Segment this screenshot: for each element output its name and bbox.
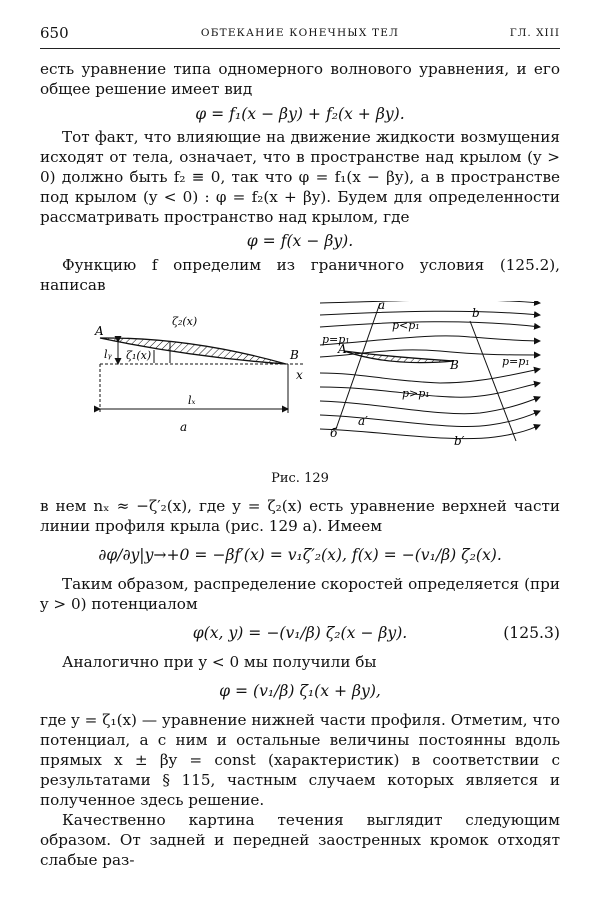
label-zeta1: ζ₁(x) <box>126 349 152 362</box>
paragraph-4: в нем nₓ ≈ −ζ′₂(x), где y = ζ₂(x) есть уравнение верхней части линии профиля крыла (рис. 129 а). Имеем <box>40 497 560 535</box>
label-ly: lᵧ <box>104 348 112 361</box>
paragraph-6: Аналогично при y < 0 мы получили бы <box>62 653 377 671</box>
page-number: 650 <box>40 24 69 42</box>
figure-caption: Рис. 129 <box>271 471 329 486</box>
label-B-right: B <box>450 358 459 372</box>
label-p-less: p<p₁ <box>392 319 420 332</box>
equation-lower: φ = (v₁/β) ζ₁(x + βy), <box>219 682 381 700</box>
figure-b-flow <box>316 301 540 448</box>
label-A-right: A <box>338 342 347 356</box>
label-A-left: A <box>95 324 104 338</box>
equation-upper: φ = f(x − βy). <box>246 232 354 250</box>
paragraph-2: Тот факт, что влияющие на движение жидкости возмущения исходят от тела, означает, что в пространстве над крылом (y > 0) должно быть f₂ ≡ 0, так что φ = f₁(x − βy), а в пространстве под крылом (y < 0) : φ = f₂(x + βy). Будем для определенности рассматривать пространство над крылом, где <box>40 128 560 226</box>
paragraph-7: где y = ζ₁(x) — уравнение нижней части профиля. Отметим, что потенциал, а с ним и остальные величины постоянны вдоль прямых x ± βy = const (характеристик) в соответствии с результатами § 115, частным случаем которых является и полученное здесь решение. <box>40 711 560 809</box>
figure-129 <box>40 301 560 471</box>
label-p-eq-right: p=p₁ <box>502 355 530 368</box>
chapter-label: ГЛ. XIII <box>509 27 560 39</box>
label-a-prime: a′ <box>358 414 368 428</box>
label-p-greater: p>p₁ <box>402 387 430 400</box>
figure-a-profile <box>94 315 304 434</box>
figure-drawing <box>40 301 560 471</box>
sublabel-b: б <box>330 426 338 440</box>
page <box>40 22 560 870</box>
running-title: ОБТЕКАНИЕ КОНЕЧНЫХ ТЕЛ <box>200 27 400 39</box>
equation-125-3-body: φ(x, y) = −(v₁/β) ζ₂(x − βy). <box>192 624 408 642</box>
paragraph-8: Качественно картина течения выглядит следующим образом. От задней и передней заостренных кромок отходят слабые раз- <box>40 811 560 869</box>
paragraph-1: есть уравнение типа одномерного волнового уравнения, и его общее решение имеет вид <box>40 60 560 98</box>
sublabel-a: а <box>180 420 188 434</box>
label-x-left: x <box>296 368 303 382</box>
label-a: a <box>378 301 386 312</box>
equation-general-solution: φ = f₁(x − βy) + f₂(x + βy). <box>195 105 405 123</box>
equation-125-3 <box>40 622 560 644</box>
label-lx: lₓ <box>188 394 196 407</box>
label-zeta2: ζ₂(x) <box>172 315 198 328</box>
running-header <box>40 22 560 49</box>
label-b: b <box>472 306 480 320</box>
label-B-left: B <box>290 348 299 362</box>
label-p-eq-left: p=p₁ <box>322 333 350 346</box>
paragraph-3: Функцию f определим из граничного условия (125.2), написав <box>40 256 560 294</box>
equation-derivative: ∂φ/∂y|y→+0 = −βf′(x) = v₁ζ′₂(x), f(x) = −(v₁/β) ζ₂(x). <box>98 546 502 564</box>
equation-number: (125.3) <box>503 624 560 642</box>
label-b-prime: b′ <box>454 434 465 448</box>
paragraph-5: Таким образом, распределение скоростей определяется (при y > 0) потенциалом <box>40 575 560 613</box>
